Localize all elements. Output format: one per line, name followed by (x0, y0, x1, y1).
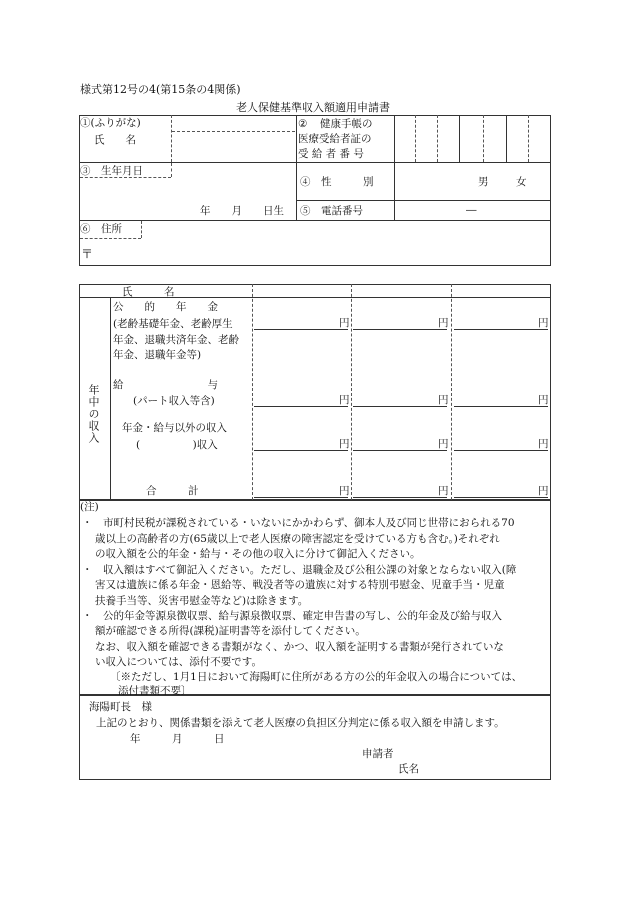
pension-desc-line2: 年金、退職共済年金、老齢 (113, 334, 239, 346)
annual-income-side-label: 年中の収入 (87, 384, 100, 444)
note2-line1: ・ 収入額はすべて御記入ください。ただし、退職金及び公租公課の対象とならない収入(障 (82, 564, 517, 576)
other-yen-1: 円 (339, 438, 350, 450)
total-amount-1[interactable] (254, 476, 338, 494)
birthdate-label: ③ 生年月日 (80, 165, 143, 177)
note3-line1: ・ 公的年金等源泉徴収票、給与源泉徴収票、確定申告書の写し、公的年金及び給与収入 (82, 610, 502, 622)
pension-amount-3[interactable] (454, 308, 538, 326)
form-number: 様式第12号の4(第15条の4関係) (80, 83, 241, 96)
note3-line4: い収入については、添付不要です。 (95, 656, 262, 668)
cert-number-circle: ② (298, 118, 308, 130)
birthdate-field[interactable] (173, 180, 293, 218)
total-amount-3[interactable] (454, 476, 538, 494)
person3-name-field[interactable] (453, 285, 550, 296)
total-yen-2: 円 (438, 485, 449, 497)
applicant-label: 申請者 (362, 748, 394, 760)
pension-amount-2[interactable] (353, 308, 437, 326)
total-amount-2[interactable] (353, 476, 437, 494)
other-yen-2: 円 (438, 438, 449, 450)
sex-male-option[interactable]: 男 (478, 176, 489, 188)
other-yen-3: 円 (538, 438, 549, 450)
salary-yen-2: 円 (438, 394, 449, 406)
income-name-header: 氏 名 (122, 286, 175, 298)
note1-line1: ・ 市町村民税が課税されている・いないにかかわらず、御本人及び同じ世帯におられる70 (82, 517, 515, 529)
note3-line2: 額が確認できる所得(課税)証明書等を添付してください。 (95, 625, 366, 637)
note4-line2: 添付書類不要〕 (118, 685, 192, 697)
pension-desc-line3: 年金、退職年金等) (113, 349, 202, 361)
tel-dash: ― (466, 204, 477, 216)
pension-amount-1[interactable] (254, 308, 338, 326)
total-yen-3: 円 (538, 485, 549, 497)
other-income-line2: ( )収入 (136, 439, 218, 451)
sex-label: ④ 性 別 (300, 176, 374, 188)
page-title: 老人保健基準収入額適用申請書 (236, 101, 390, 114)
salary-amount-2[interactable] (353, 385, 437, 403)
person2-name-field[interactable] (353, 285, 450, 296)
furigana-label: ①(ふりがな) (80, 117, 141, 129)
salary-yen-3: 円 (538, 394, 549, 406)
note1-line3: の収入額を公的年金・給与・その他の収入に分けて御記入ください。 (95, 548, 421, 560)
tel-label: ⑤ 電話番号 (300, 205, 363, 217)
address-label: ⑥ 住所 (80, 223, 122, 235)
note2-line2: 害又は遺族に係る年金・恩給等、戦没者等の遺族に対する特別弔慰金、児童手当・児童 (95, 579, 505, 591)
name-label: 氏 名 (94, 134, 136, 146)
cert-label-line2: 医療受給者証の (298, 133, 372, 145)
cert-label-line1: 健康手帳の (320, 118, 373, 130)
other-income-line1: 年金・給与以外の収入 (122, 422, 227, 434)
cert-label-line3: 受 給 者 番 号 (298, 148, 364, 160)
other-amount-3[interactable] (454, 429, 538, 447)
sex-female-option[interactable]: 女 (516, 176, 527, 188)
pension-yen-2: 円 (438, 317, 449, 329)
salary-title: 給 与 (113, 379, 218, 391)
birthdate-ymd: 年 月 日生 (200, 205, 284, 217)
pension-title: 公 的 年 金 (113, 301, 218, 313)
salary-sub: (パート収入等含) (133, 395, 215, 407)
tel-field[interactable] (395, 201, 550, 219)
note3-line3: なお、収入額を確認できる書類がなく、かつ、収入額を証明する書類が発行されていな (95, 641, 504, 653)
address-field[interactable] (144, 222, 548, 264)
salary-yen-1: 円 (339, 394, 350, 406)
recipient-number-field[interactable] (395, 116, 550, 161)
pension-yen-3: 円 (538, 317, 549, 329)
note1-line2: 歳以上の高齢者の方(65歳以上で老人医療の障害認定を受けている方も含む。)それぞれ (95, 533, 500, 545)
person1-name-field[interactable] (254, 285, 350, 296)
mayor-address: 海陽町長 様 (89, 701, 152, 713)
total-label: 合 計 (146, 485, 199, 497)
salary-amount-3[interactable] (454, 385, 538, 403)
notes-head: (注) (80, 501, 99, 513)
name-field[interactable] (173, 133, 294, 161)
applicant-name-label: 氏名 (398, 763, 419, 775)
applicant-name-field[interactable] (420, 760, 545, 776)
pension-desc-line1: (老齢基礎年金、老齢厚生 (113, 318, 233, 330)
postal-mark: 〒 (81, 247, 94, 261)
total-yen-1: 円 (339, 485, 350, 497)
other-amount-1[interactable] (254, 429, 338, 447)
furigana-field[interactable] (173, 116, 294, 130)
note4-line1: 〔※ただし、1月1日において海陽町に住所がある方の公的年金収入の場合については、 (110, 671, 523, 683)
application-date: 年 月 日 (130, 733, 225, 745)
other-amount-2[interactable] (353, 429, 437, 447)
salary-amount-1[interactable] (254, 385, 338, 403)
pension-yen-1: 円 (339, 317, 350, 329)
application-statement: 上記のとおり、関係書類を添えて老人医療の負担区分判定に係る収入額を申請します。 (96, 717, 505, 729)
note2-line3: 扶養手当等、災害弔慰金等など)は除きます。 (95, 595, 309, 607)
